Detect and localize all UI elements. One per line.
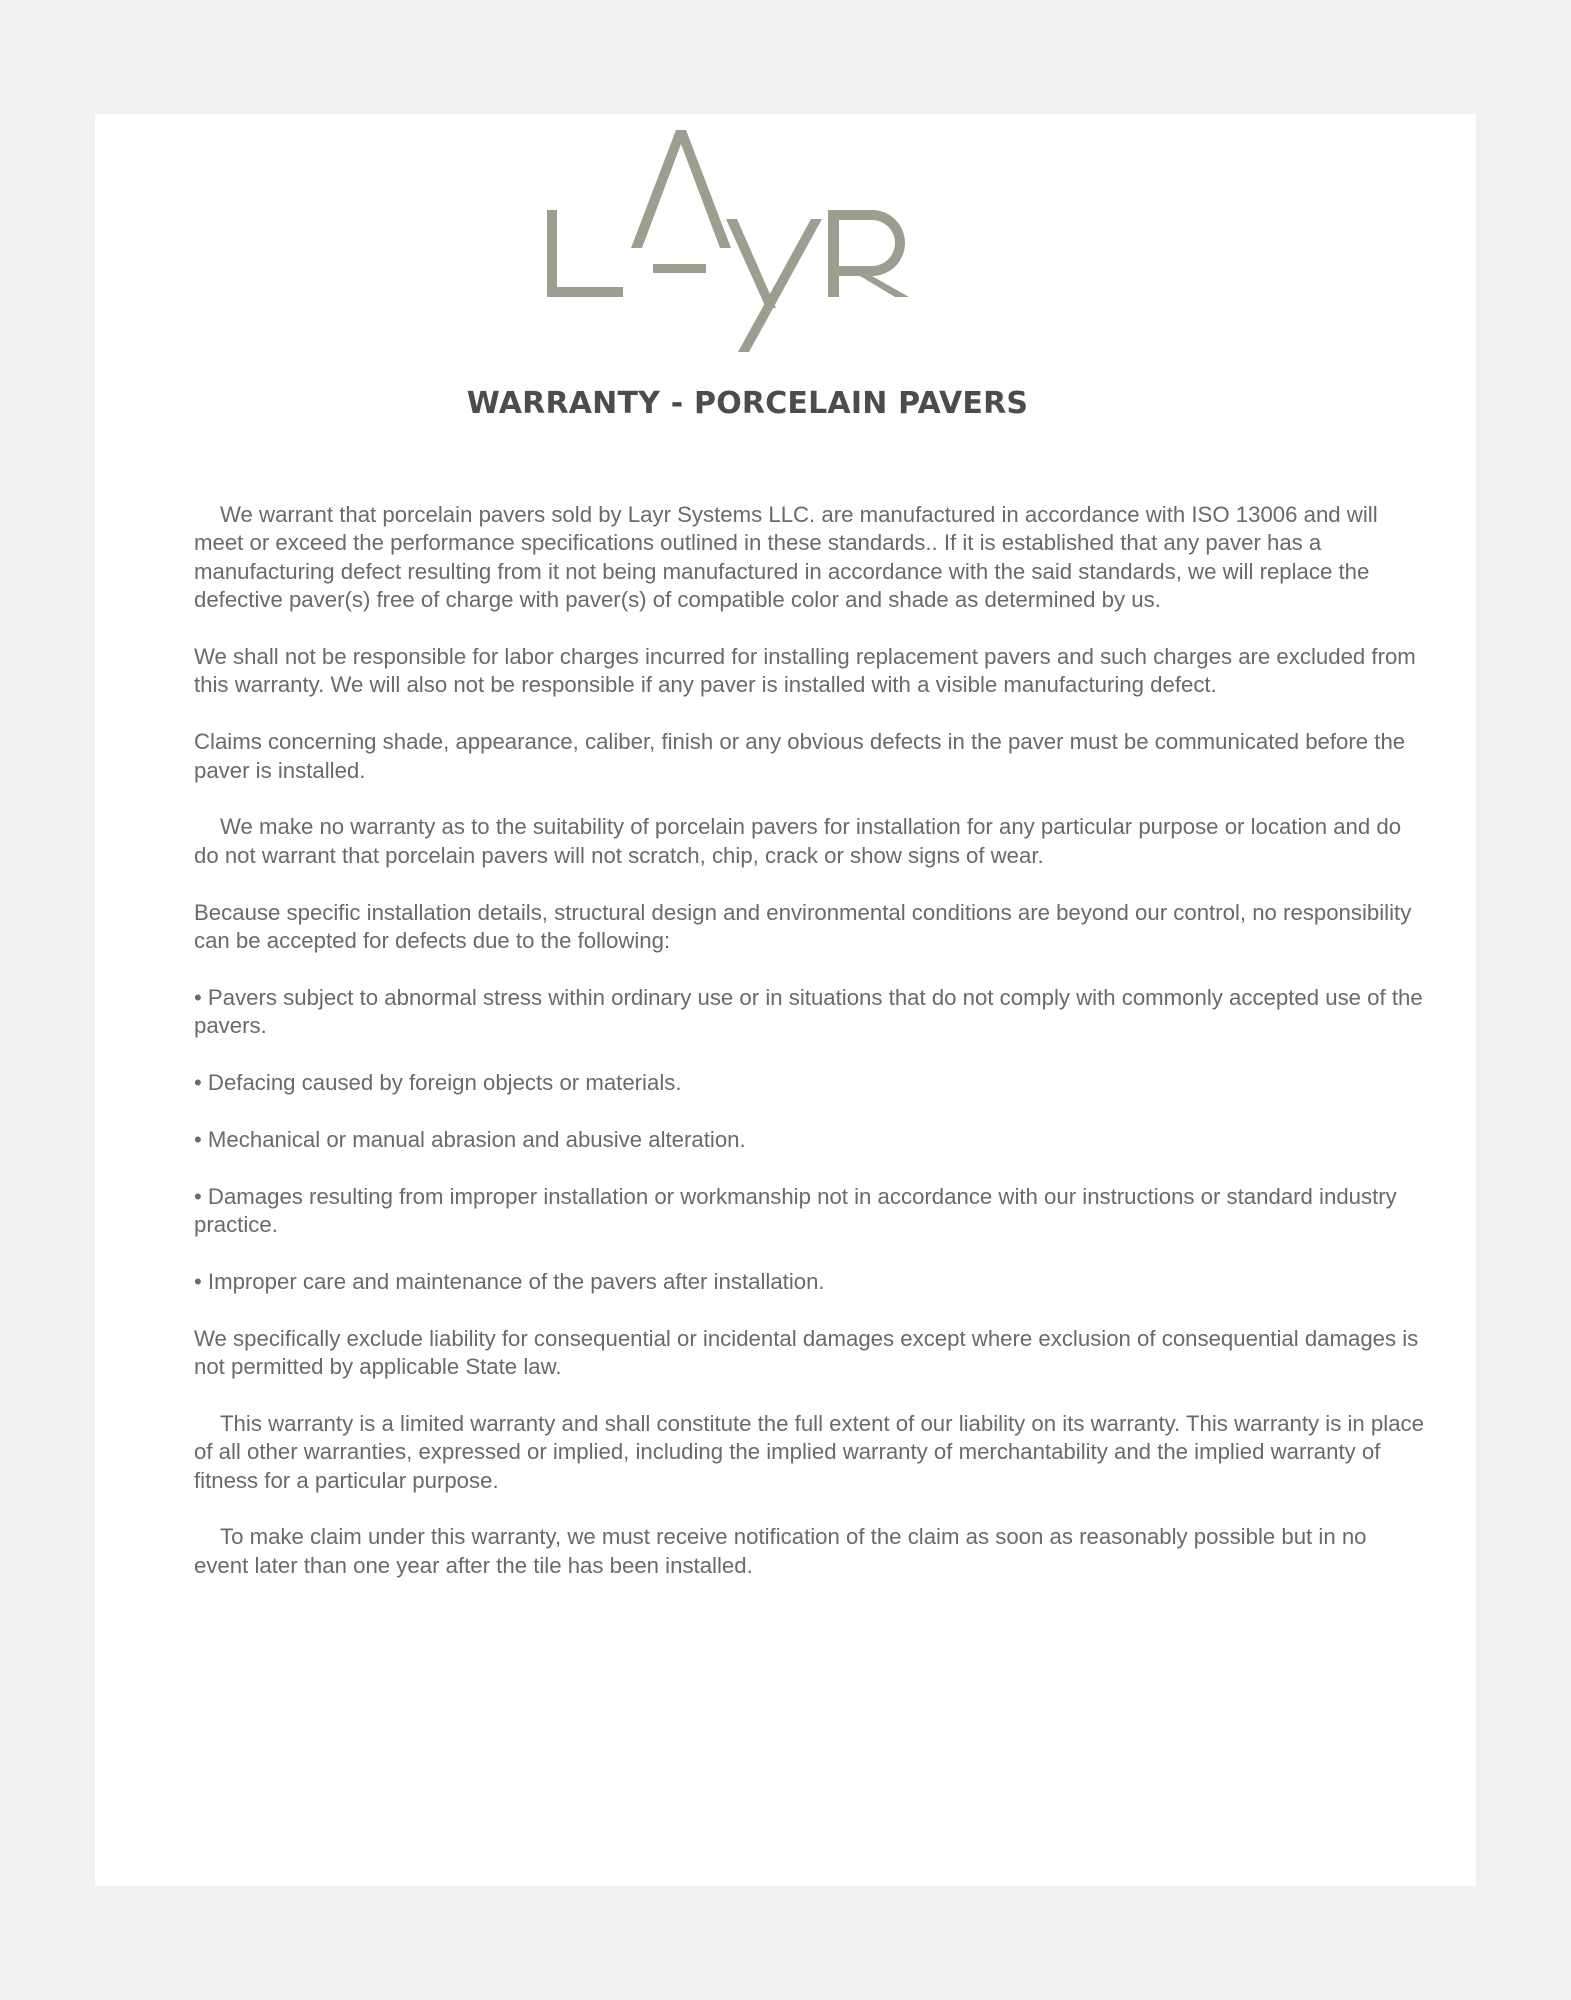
paragraph-limited-warranty: This warranty is a limited warranty and shall constitute the full extent of our liability on its warranty. This warranty is in place of all other warranties, expressed or implied, including the implied warranty of merchantability and the implied warranty of fitness for a particular purpose. [194,1410,1424,1493]
list-item-improper-installation: • Damages resulting from improper installation or workmanship not in accordance with our instructions or standard industry practice. [194,1183,1397,1238]
paragraph-claims-before-install: Claims concerning shade, appearance, caliber, finish or any obvious defects in the paver must be communicated before the paver is installed. [194,729,1406,783]
paragraph-labor-charges: We shall not be responsible for labor charges incurred for installing replacement pavers and such charges are excluded from this warranty. We will also not be responsible if any paver is installed with a visible manufacturing defect. [194,644,1416,698]
warranty-body [194,501,1424,1609]
list-item-abrasion: • Mechanical or manual abrasion and abusive alteration. [194,1126,746,1152]
layr-logo-graphic [545,130,975,352]
page-title: WARRANTY - PORCELAIN PAVERS [466,386,1029,421]
paragraph-consequential-damages: We specifically exclude liability for consequential or incidental damages except where exclusion of consequential damages is not permitted by applicable State law. [194,1325,1419,1380]
list-item-abnormal-stress: • Pavers subject to abnormal stress within ordinary use or in situations that do not comply with commonly accepted use of the pavers. [194,984,1423,1039]
paragraph-claim-notification: To make claim under this warranty, we must receive notification of the claim as soon as reasonably possible but in no event later than one year after the tile has been installed. [194,1524,1367,1578]
paragraph-no-suitability-warranty: We make no warranty as to the suitability of porcelain pavers for installation for any particular purpose or location and do do not warrant that porcelain pavers will not scratch, chip, crack or show signs of wear. [194,814,1402,868]
paragraph-warranty-scope: We warrant that porcelain pavers sold by Layr Systems LLC. are manufactured in accordance with ISO 13006 and will meet or exceed the performance specifications outlined in these standards.. If it is established that any paver has a manufacturing defect resulting from it not being manufactured in accordance with the said standards, we will replace the defective paver(s) free of charge with paver(s) of compatible color and shade as determined by us. [194,502,1378,613]
list-item-defacing: • Defacing caused by foreign objects or materials. [194,1070,682,1096]
document-page [95,114,1476,1886]
list-item-improper-care: • Improper care and maintenance of the pavers after installation. [194,1268,825,1294]
layr-logo [545,130,975,352]
paragraph-exclusions-intro: Because specific installation details, structural design and environmental conditions are beyond our control, no responsibility can be accepted for defects due to the following: [194,899,1412,954]
